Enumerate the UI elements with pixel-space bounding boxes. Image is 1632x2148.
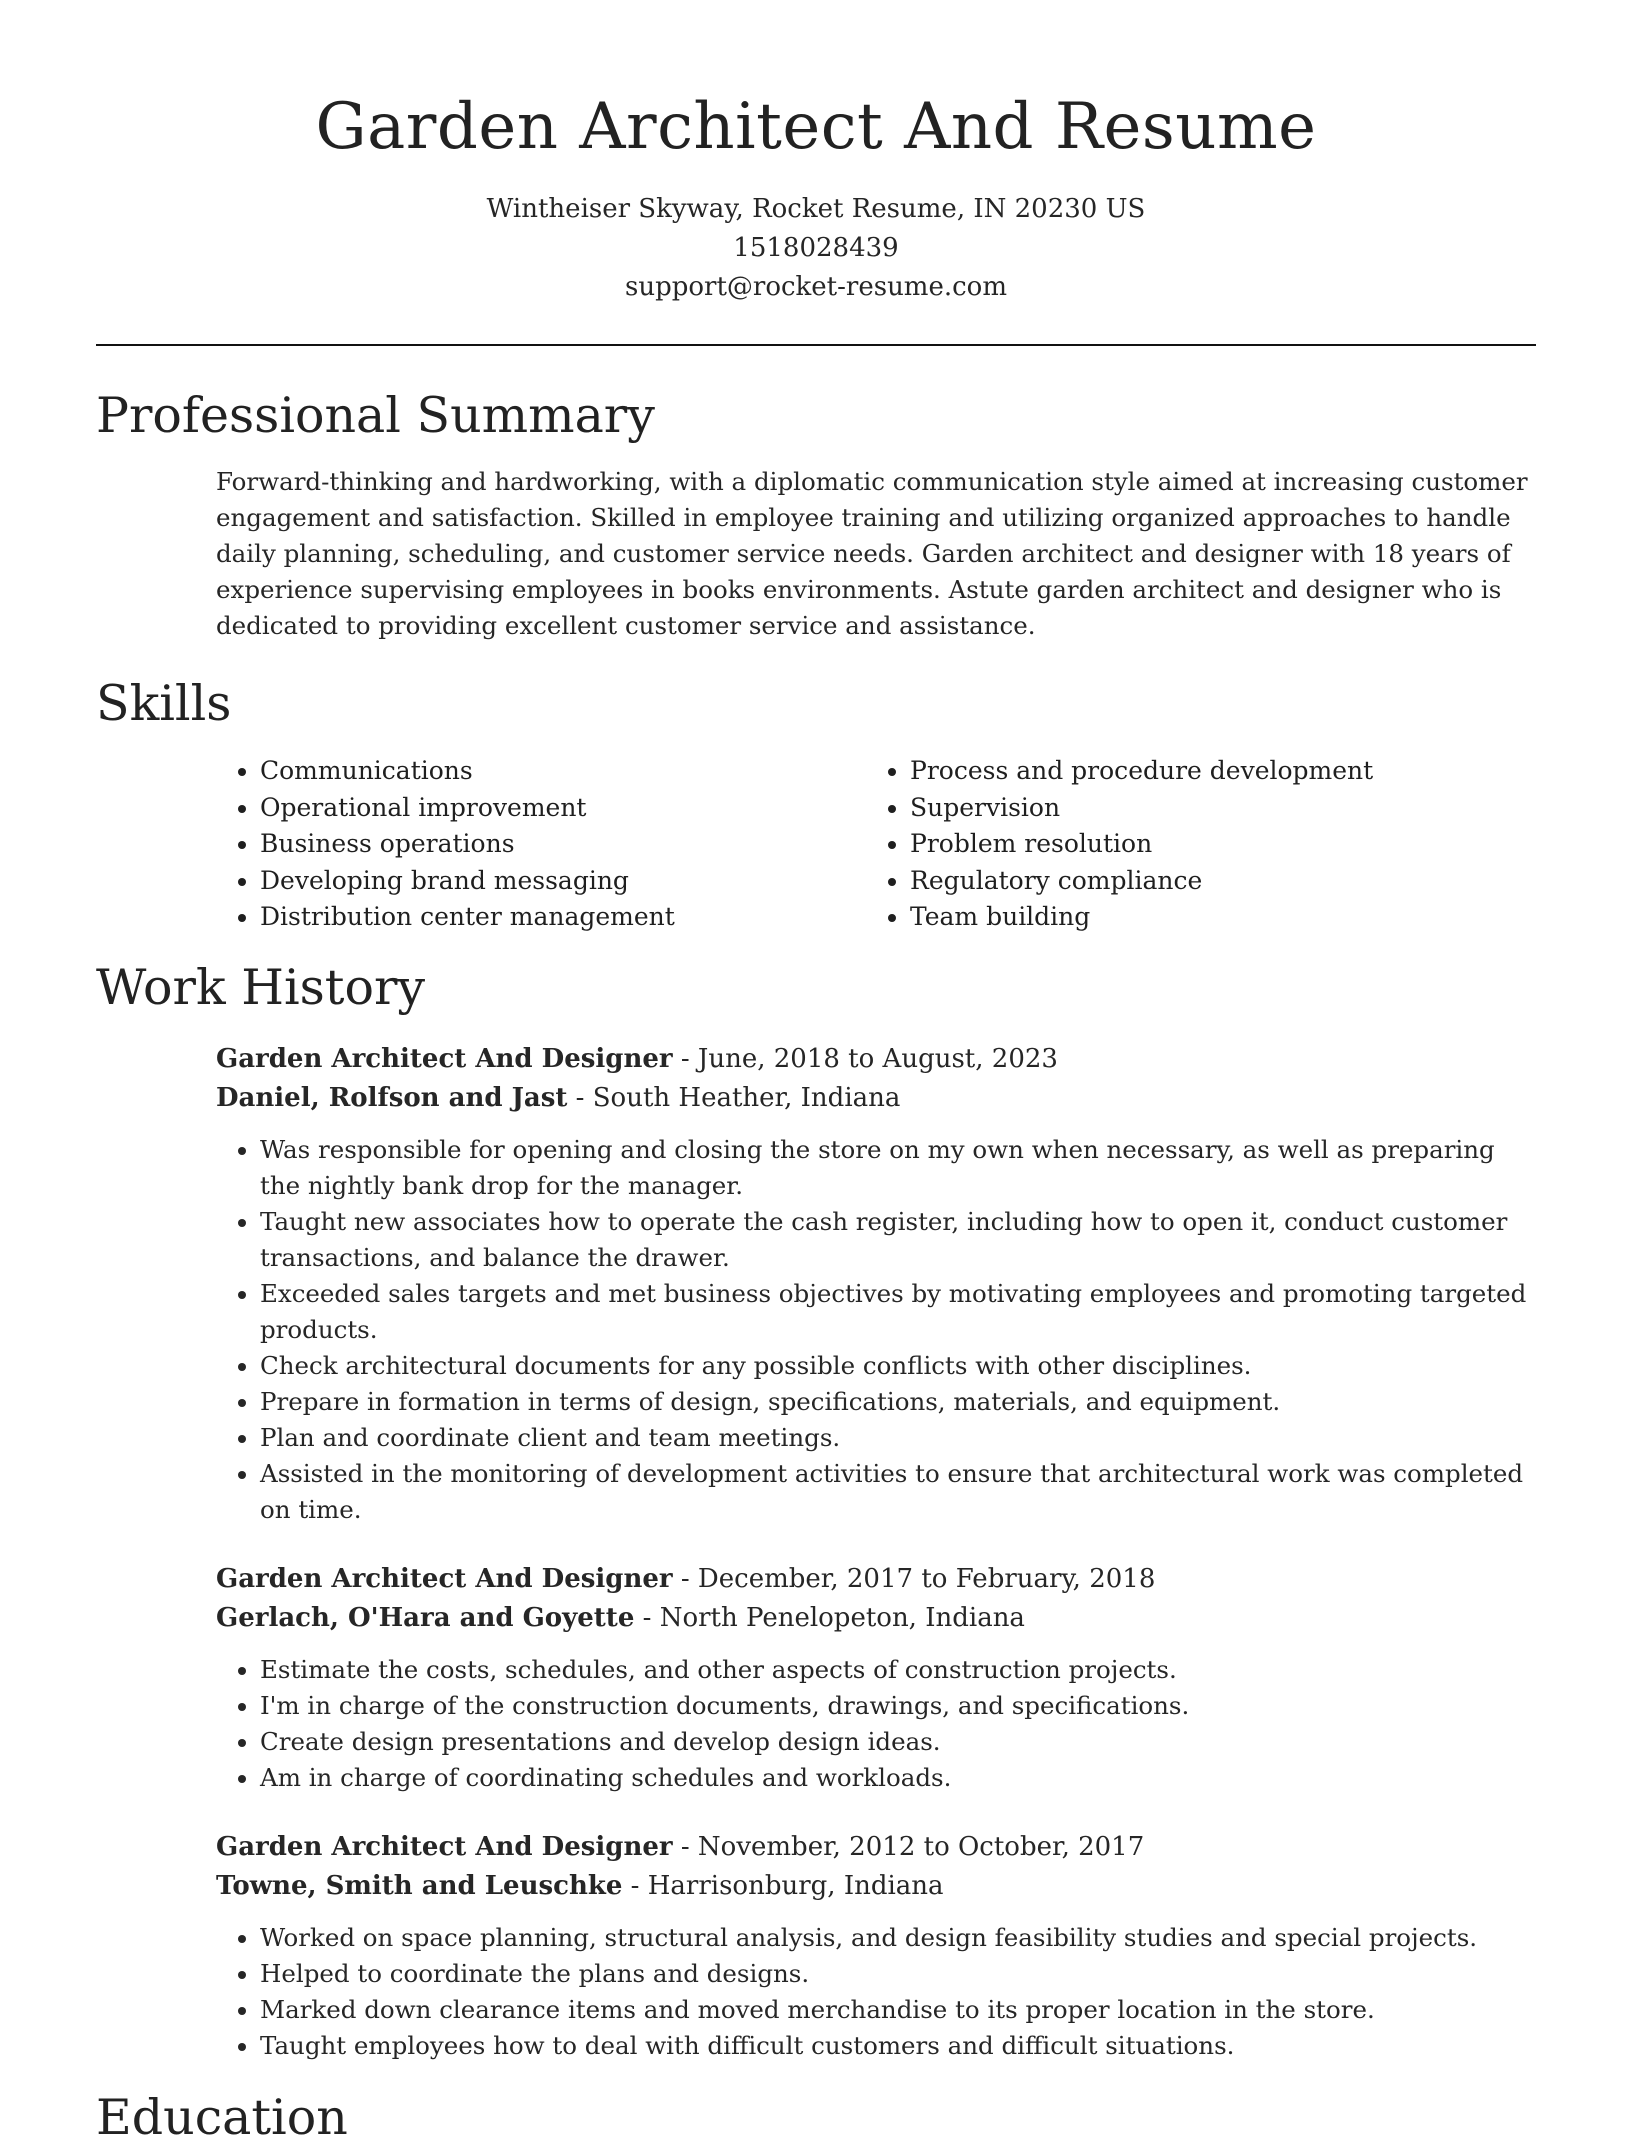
job-dates: June, 2018 to August, 2023 [697,1043,1058,1074]
job-bullet: • Check architectural documents for any possible conflicts with other disciplines. [260,1348,1536,1384]
job-bullet: • Plan and coordinate client and team meetings. [260,1420,1536,1456]
job-bullet: • Taught employees how to deal with difficult customers and difficult situations. [260,2028,1536,2064]
job-company-line [216,1599,1536,1638]
job-separator: - [672,1043,698,1074]
job-separator: - [634,1602,660,1633]
job-bullets [216,1652,1536,1796]
job-entry [216,1560,1536,1796]
skill-item: • Developing brand messaging [260,863,866,900]
job-role: Garden Architect And Designer [216,1043,673,1074]
job-company-line [216,1079,1536,1118]
contact-phone: 1518028439 [733,233,899,263]
job-bullet: • Create design presentations and develop design ideas. [260,1724,1536,1760]
job-company-line [216,1867,1536,1906]
skills-column-left [216,753,866,936]
resume-page [96,0,1536,2148]
job-separator: - [567,1082,593,1113]
skills-heading: Skills [96,675,232,732]
contact-block [96,190,1536,307]
header-divider [96,344,1536,346]
job-bullet: • Assisted in the monitoring of development activities to ensure that architectural work was completed on time. [260,1456,1536,1528]
skill-item: • Distribution center management [260,899,866,936]
job-entry [216,1828,1536,2064]
skills-column-right [866,753,1516,936]
job-role: Garden Architect And Designer [216,1831,673,1862]
job-bullet: • Am in charge of coordinating schedules and workloads. [260,1760,1536,1796]
resume-header [96,0,1536,307]
job-dates: November, 2012 to October, 2017 [697,1831,1145,1862]
job-bullet: • Estimate the costs, schedules, and other aspects of construction projects. [260,1652,1536,1688]
job-bullet: • Worked on space planning, structural analysis, and design feasibility studies and special projects. [260,1920,1536,1956]
job-dates: December, 2017 to February, 2018 [697,1563,1156,1594]
job-company: Daniel, Rolfson and Jast [216,1082,568,1113]
job-role: Garden Architect And Designer [216,1563,673,1594]
job-location: South Heather, Indiana [592,1082,901,1113]
summary-text: Forward-thinking and hardworking, with a diplomatic communication style aimed at increasing customer engagement and satisfaction. Skilled in employee training and utilizing organized approaches to handle daily planning, scheduling, and customer service needs. Garden architect and designer with 18 years of experience supervising employees in books environments. Astute garden architect and designer who is dedicated to providing excellent customer service and assistance. [216,467,1528,640]
job-location: Harrisonburg, Indiana [647,1870,944,1901]
job-bullet: • Exceeded sales targets and met business objectives by motivating employees and promoting targeted products. [260,1276,1536,1348]
job-company: Towne, Smith and Leuschke [216,1870,623,1901]
job-separator: - [672,1563,698,1594]
skill-item: • Supervision [910,790,1516,827]
job-separator: - [672,1831,698,1862]
skill-item: • Problem resolution [910,826,1516,863]
job-bullet: • Helped to coordinate the plans and designs. [260,1956,1536,1992]
job-bullet: • Marked down clearance items and moved merchandise to its proper location in the store. [260,1992,1536,2028]
job-title-line [216,1040,1536,1079]
job-company: Gerlach, O'Hara and Goyette [216,1602,635,1633]
job-bullet: • Was responsible for opening and closing the store on my own when necessary, as well as preparing the nightly bank drop for the manager. [260,1132,1536,1204]
skill-item: • Operational improvement [260,790,866,827]
contact-email: support@rocket-resume.com [624,272,1007,302]
resume-name: Garden Architect And Resume [315,90,1317,164]
job-location: North Penelopeton, Indiana [659,1602,1025,1633]
job-bullet: • I'm in charge of the construction documents, drawings, and specifications. [260,1688,1536,1724]
skill-item: • Team building [910,899,1516,936]
job-bullet: • Prepare in formation in terms of design, specifications, materials, and equipment. [260,1384,1536,1420]
work-history-heading: Work History [96,958,426,1016]
skill-item: • Process and procedure development [910,753,1516,790]
contact-address: Wintheiser Skyway, Rocket Resume, IN 20230 US [486,194,1146,224]
skill-item: • Regulatory compliance [910,863,1516,900]
job-bullets [216,1920,1536,2064]
job-separator: - [622,1870,648,1901]
job-bullet: • Taught new associates how to operate the cash register, including how to open it, conduct customer transactions, and balance the drawer. [260,1204,1536,1276]
job-title-line [216,1828,1536,1867]
education-heading: Education [96,2088,348,2146]
job-title-line [216,1560,1536,1599]
job-entry [216,1040,1536,1528]
skill-item: • Communications [260,753,866,790]
job-bullets [216,1132,1536,1528]
skill-item: • Business operations [260,826,866,863]
summary-heading: Professional Summary [96,387,655,444]
skills-list [216,753,1536,936]
